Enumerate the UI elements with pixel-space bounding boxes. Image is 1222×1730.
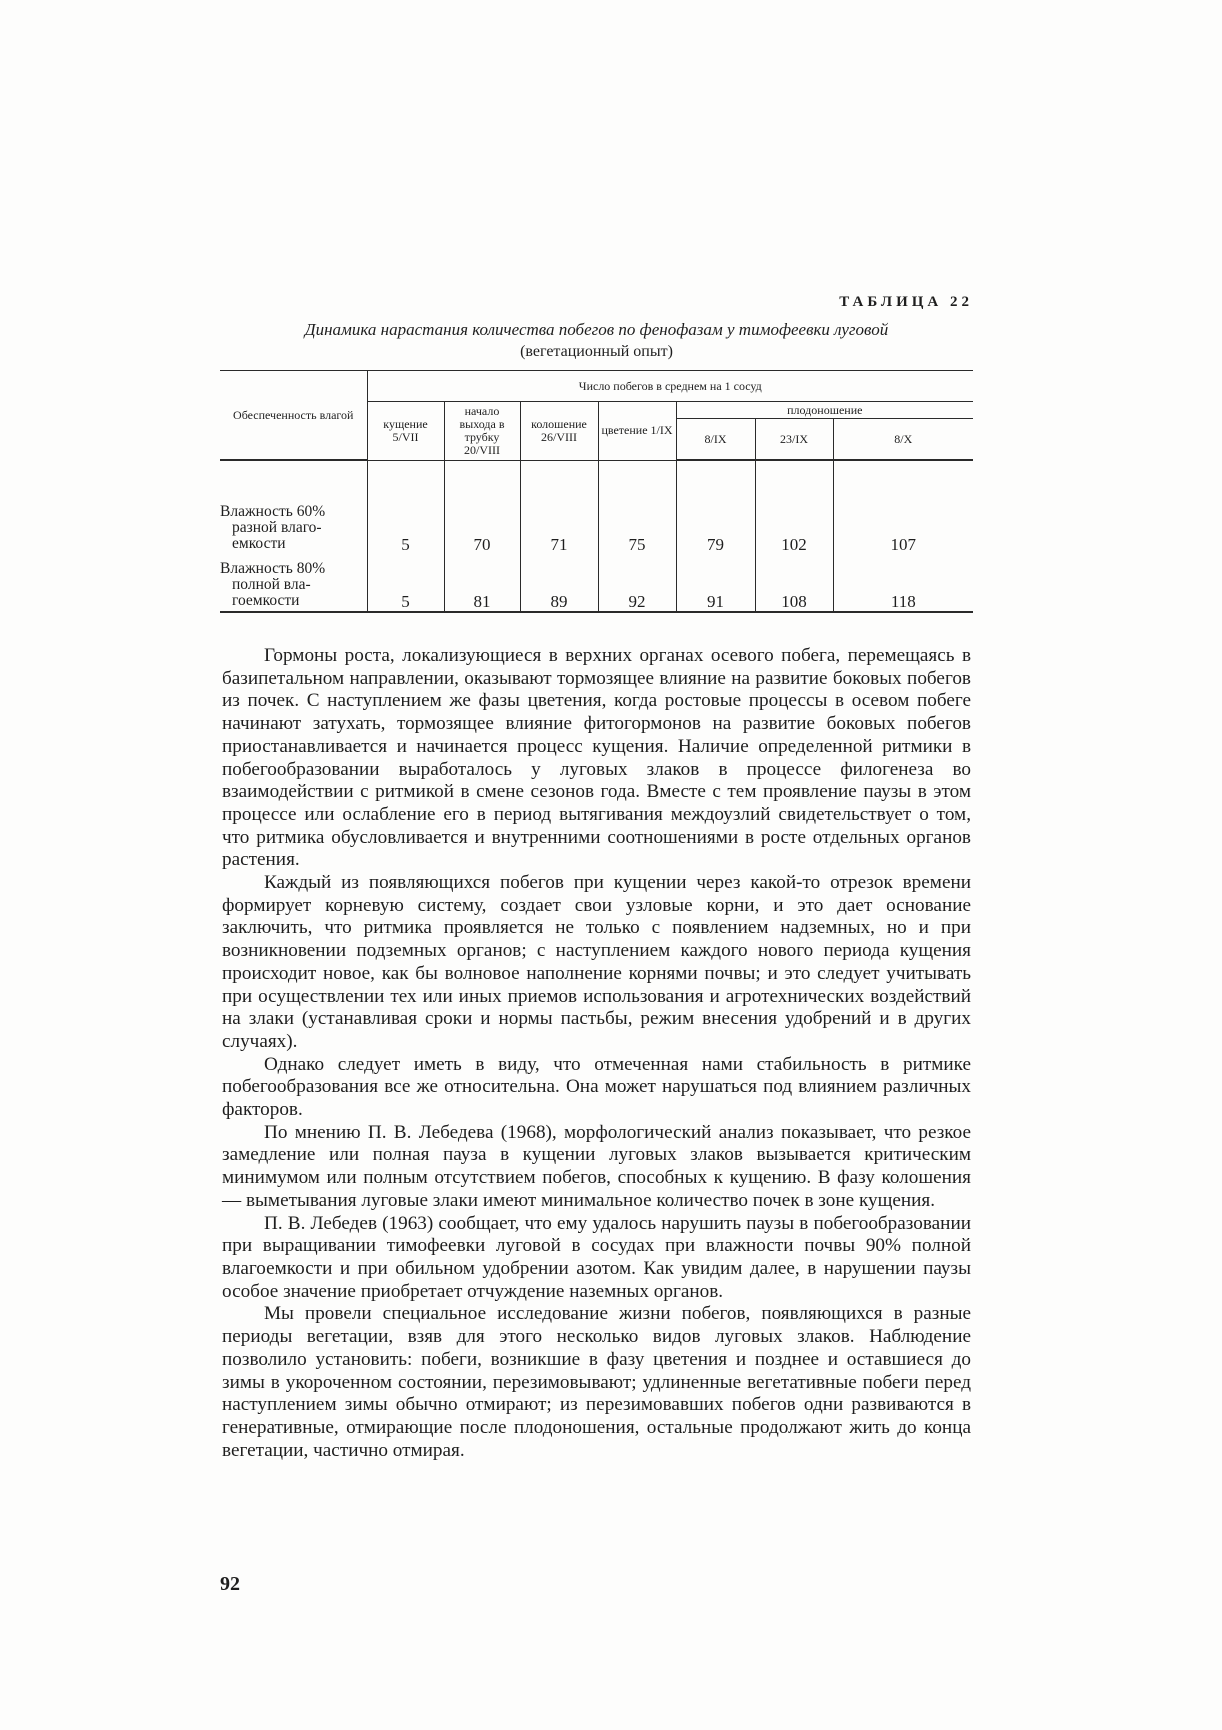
col-header-fruiting-3: 8/X <box>833 419 973 461</box>
col-header-fruiting-2: 23/IX <box>755 419 833 461</box>
table-cell: 107 <box>833 460 973 554</box>
row-header-moisture: Обеспеченность влагой <box>220 371 367 461</box>
col-header-tillering: кущение 5/VII <box>367 402 444 461</box>
group-header-shoots: Число побегов в среднем на 1 сосуд <box>367 371 973 402</box>
table-cell: 89 <box>520 554 598 612</box>
row-label: Влажность 80% полной вла- гоемкости <box>220 554 367 612</box>
page-number: 92 <box>220 1573 240 1595</box>
table-row <box>220 554 973 612</box>
table-cell: 102 <box>755 460 833 554</box>
table-cell: 5 <box>367 554 444 612</box>
paragraph: Однако следует иметь в виду, что отмеченная нами стабильность в ритмике побегообразования все же относительна. Она может нарушаться под влиянием различных факторов. <box>222 1053 971 1121</box>
table-cell: 5 <box>367 460 444 554</box>
table-cell: 71 <box>520 460 598 554</box>
table-caption: Динамика нарастания количества побегов по фенофазам у тимофеевки луговой <box>304 320 889 339</box>
row-label: Влажность 60% разной влаго- емкости <box>220 503 326 552</box>
col-header-flowering: цветение 1/IX <box>598 402 676 461</box>
table-cell: 81 <box>444 554 520 612</box>
table-cell: 79 <box>676 460 755 554</box>
table-cell: 75 <box>598 460 676 554</box>
table-cell: 92 <box>598 554 676 612</box>
table-cell: 118 <box>833 554 973 612</box>
col-header-fruiting-1: 8/IX <box>676 419 755 461</box>
paragraph: Гормоны роста, локализующиеся в верхних органах осевого побега, перемещаясь в базипетальном направлении, оказывают тормозящее влияние на развитие боковых побегов из почек. С наступлением же фазы цветения, когда ростовые процессы в осевом побеге начинают затухать, тормозящее влияние фитогормонов на развитие боковых побегов приостанавливается и начинается процесс кущения. Наличие определенной ритмики в побегообразовании выработалось у луговых злаков в процессе филогенеза во взаимодействии с ритмикой в смене сезонов года. Вместе с тем проявление паузы в этом процессе или ослабление его в период вытягивания междоузлий свидетельствует о том, что ритмика обусловливается и внутренними соотношениями в росте отдельных органов растения. <box>222 645 971 871</box>
table-cell: 70 <box>444 460 520 554</box>
col-header-booting: начало выхода в трубку 20/VIII <box>444 402 520 461</box>
table-caption-subtitle: (вегетационный опыт) <box>520 343 673 360</box>
paragraph: Каждый из появляющихся побегов при кущении через какой-то отрезок времени формирует корневую систему, создает свои узловые корни, и это дает основание заключить, что ритмика проявляется не только с появлением надземных, но и при возникновении подземных органов; с наступлением каждого нового периода кущения происходит новое, как бы волновое наполнение корнями почвы; и это следует учитывать при осуществлении тех или иных приемов использования и агротехнических воздействий на злаки (устанавливая сроки и нормы пастьбы, режим внесения удобрений и в других случаях). <box>222 872 971 1052</box>
paragraph: По мнению П. В. Лебедева (1968), морфологический анализ показывает, что резкое замедление или полная пауза в кущении луговых злаков вызывается критическим минимумом или полным отсутствием побегов, способных к кущению. В фазу колошения — выметывания луговые злаки имеют минимальное количество почек в зоне кущения. <box>222 1121 971 1211</box>
col-header-heading: колошение 26/VIII <box>520 402 598 461</box>
table-row <box>220 460 973 554</box>
shoot-count-table <box>220 370 973 613</box>
paragraph: П. В. Лебедев (1963) сообщает, что ему удалось нарушить паузы в побегообразовании при выращивании тимофеевки луговой в сосудах при влажности почвы 90% полной влагоемкости и при обильном удобрении азотом. Как увидим далее, в нарушении паузы особое значение приобретает отчуждение наземных органов. <box>222 1212 971 1302</box>
table-number: ТАБЛИЦА 22 <box>839 294 973 310</box>
group-header-fruiting: плодоношение <box>676 402 973 419</box>
table-cell: 91 <box>676 554 755 612</box>
body-text <box>222 645 971 1462</box>
table-cell: 108 <box>755 554 833 612</box>
paragraph: Мы провели специальное исследование жизни побегов, появляющихся в разные периоды вегетации, взяв для этого несколько видов луговых злаков. Наблюдение позволило установить: побеги, возникшие в фазу цветения и позднее и оставшиеся до зимы в укороченном состоянии, перезимовывают; удлиненные вегетативные побеги перед наступлением зимы обычно отмирают; из перезимовавших побегов одни развиваются в генеративные, отмирающие после плодоношения, остальные продолжают жить до конца вегетации, частично отмирая. <box>222 1303 971 1461</box>
